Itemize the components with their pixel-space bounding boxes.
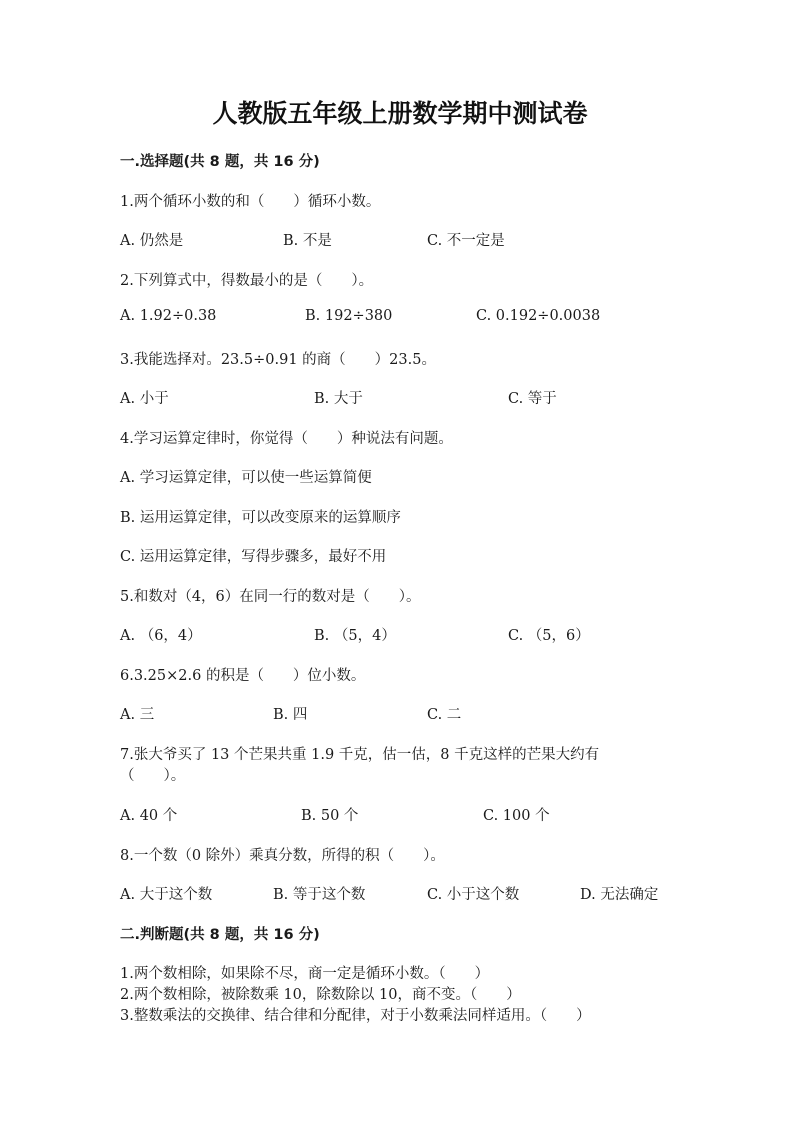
q4-option-a: A. 学习运算定律，可以使一些运算简便: [120, 470, 372, 486]
judgment-item-3: 3.整数乘法的交换律、结合律和分配律，对于小数乘法同样适用。（ ）: [120, 1008, 591, 1024]
question-8: 8.一个数（0 除外）乘真分数，所得的积（ ）。: [120, 848, 445, 864]
q1-option-a: A. 仍然是: [120, 233, 184, 249]
question-7: 7.张大爷买了 13 个芒果共重 1.9 千克，估一估，8 千克这样的芒果大约有: [120, 747, 600, 763]
q2-option-a: A. 1.92÷0.38: [120, 308, 217, 324]
question-6: 6.3.25×2.6 的积是（ ）位小数。: [120, 668, 366, 684]
question-3: 3.我能选择对。23.5÷0.91 的商（ ）23.5。: [120, 352, 436, 368]
q6-option-b: B. 四: [273, 707, 308, 723]
q3-option-c: C. 等于: [508, 391, 557, 407]
q6-option-c: C. 二: [427, 707, 462, 723]
q4-option-c: C. 运用运算定律，写得步骤多，最好不用: [120, 549, 387, 565]
question-2: 2.下列算式中，得数最小的是（ ）。: [120, 273, 374, 289]
q7-option-c: C. 100 个: [483, 808, 550, 824]
section-heading-choice: 一.选择题(共 8 题，共 16 分): [120, 154, 320, 170]
q5-option-c: C. （5，6）: [508, 628, 590, 644]
q2-option-b: B. 192÷380: [305, 308, 393, 324]
page-title: 人教版五年级上册数学期中测试卷: [212, 99, 588, 128]
q4-option-b: B. 运用运算定律，可以改变原来的运算顺序: [120, 510, 401, 526]
q8-option-c: C. 小于这个数: [427, 887, 520, 903]
q8-option-d: D. 无法确定: [580, 887, 659, 903]
q5-option-a: A. （6，4）: [120, 628, 202, 644]
q3-option-a: A. 小于: [120, 391, 169, 407]
q7-option-b: B. 50 个: [301, 808, 359, 824]
q7-option-a: A. 40 个: [120, 808, 178, 824]
q6-option-a: A. 三: [120, 707, 155, 723]
q1-option-c: C. 不一定是: [427, 233, 505, 249]
judgment-item-1: 1.两个数相除，如果除不尽，商一定是循环小数。（ ）: [120, 966, 490, 982]
q8-option-b: B. 等于这个数: [273, 887, 366, 903]
q2-option-c: C. 0.192÷0.0038: [476, 308, 601, 324]
q3-option-b: B. 大于: [314, 391, 363, 407]
question-5: 5.和数对（4，6）在同一行的数对是（ ）。: [120, 589, 421, 605]
question-7-continued: （ ）。: [120, 768, 186, 784]
question-1: 1.两个循环小数的和（ ）循环小数。: [120, 194, 381, 210]
question-4: 4.学习运算定律时，你觉得（ ）种说法有问题。: [120, 431, 453, 447]
q8-option-a: A. 大于这个数: [120, 887, 213, 903]
judgment-item-2: 2.两个数相除，被除数乘 10，除数除以 10，商不变。（ ）: [120, 987, 521, 1003]
section-heading-judgment: 二.判断题(共 8 题，共 16 分): [120, 927, 320, 943]
q5-option-b: B. （5，4）: [314, 628, 396, 644]
q1-option-b: B. 不是: [283, 233, 332, 249]
